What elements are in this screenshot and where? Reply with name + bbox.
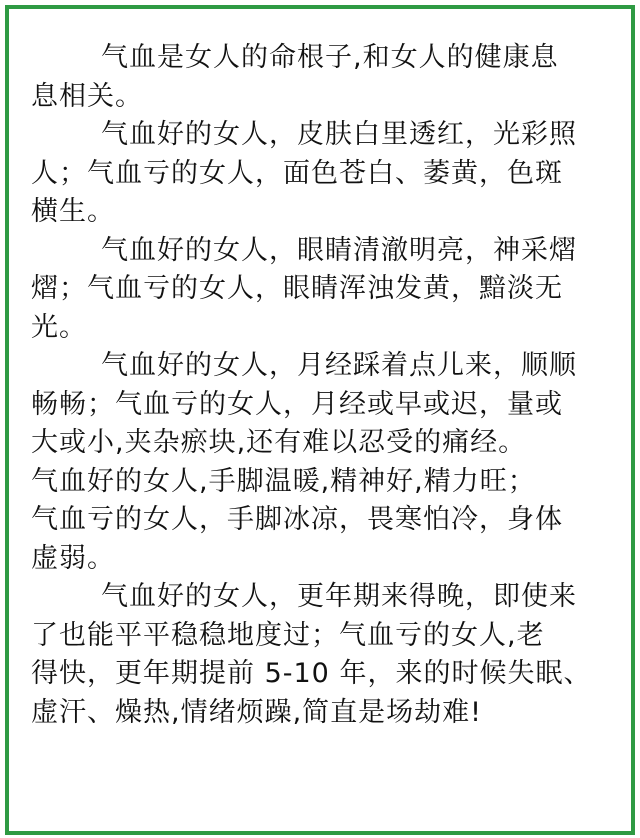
text-line: 得快，更年期提前 5-10 年，来的时候失眠、 bbox=[31, 658, 592, 689]
text-line: 大或小,夹杂瘀块,还有难以忍受的痛经。 bbox=[31, 427, 527, 458]
text-line: 气血好的女人,手脚温暖,精神好,精力旺； bbox=[31, 465, 536, 497]
text-line: 气血是女人的命根子,和女人的健康息 bbox=[101, 42, 559, 73]
text-line: 气血好的女人，月经踩着点儿来，顺顺 bbox=[101, 350, 577, 381]
text-line: 气血好的女人，眼睛清澈明亮，神采熠 bbox=[101, 234, 577, 266]
text-line: 熠；气血亏的女人，眼睛浑浊发黄，黯淡无 bbox=[31, 273, 563, 304]
text-line: 了也能平平稳稳地度过；气血亏的女人,老 bbox=[31, 619, 545, 651]
text-line: 人；气血亏的女人，面色苍白、萎黄，色斑 bbox=[31, 157, 563, 189]
article-text bbox=[31, 39, 615, 732]
text-line: 光。 bbox=[31, 311, 87, 343]
text-line: 虚弱。 bbox=[31, 542, 115, 574]
green-bordered-frame bbox=[5, 5, 635, 835]
text-line: 气血亏的女人，手脚冰凉，畏寒怕冷，身体 bbox=[31, 504, 563, 535]
text-line: 气血好的女人，更年期来得晚，即使来 bbox=[101, 581, 577, 612]
text-line: 息相关。 bbox=[31, 80, 143, 112]
text-line: 虚汗、燥热,情绪烦躁,简直是场劫难! bbox=[31, 696, 482, 728]
text-line: 气血好的女人，皮肤白里透红，光彩照 bbox=[101, 119, 577, 150]
text-line: 横生。 bbox=[31, 196, 115, 227]
text-line: 畅畅；气血亏的女人，月经或早或迟，量或 bbox=[31, 388, 563, 420]
